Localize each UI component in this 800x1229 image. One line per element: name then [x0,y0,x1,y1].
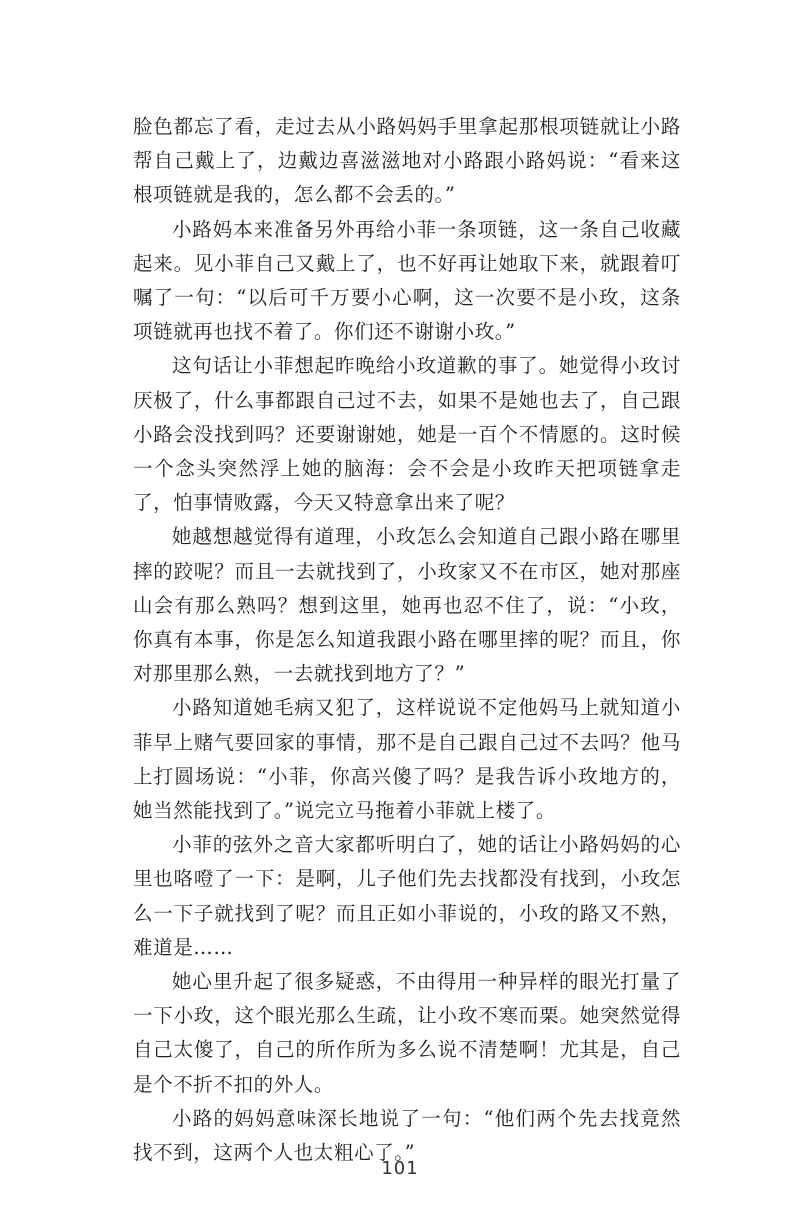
paragraph-1: 脸色都忘了看，走过去从小路妈妈手里拿起那根项链就让小路帮自己戴上了，边戴边喜滋滋地对小路跟小路妈说：“看来这根项链就是我的，怎么都不会丢的。” [133,115,681,207]
paragraph-2: 小路妈本来准备另外再给小菲一条项链，这一条自己收藏起来。见小菲自己又戴上了，也不好再让她取下来，就跟着叮嘱了一句：“以后可千万要小心啊，这一次要不是小玫，这条项链就再也找不着了。你们还不谢谢小玫。” [133,217,681,344]
body-text [133,110,681,1170]
paragraph-5: 小路知道她毛病又犯了，这样说说不定他妈马上就知道小菲早上赌气要回家的事情，那不是自己跟自己过不去吗？他马上打圆场说：“小菲，你高兴傻了吗？是我告诉小玫地方的，她当然能找到了。”说完立马拖着小菲就上楼了。 [133,696,681,823]
page-number: 101 [381,1158,419,1179]
paragraph-8: 小路的妈妈意味深长地说了一句：“他们两个先去找竟然找不到，这两个人也太粗心了。” [133,1106,681,1165]
paragraph-4: 她越想越觉得有道理，小玫怎么会知道自己跟小路在哪里摔的跤呢？而且一去就找到了，小玫家又不在市区，她对那座山会有那么熟吗？想到这里，她再也忍不住了，说：“小玫，你真有本事，你是怎么知道我跟小路在哪里摔的呢？而且，你对那里那么熟，一去就找到地方了？” [133,525,681,686]
paragraph-7: 她心里升起了很多疑惑，不由得用一种异样的眼光打量了一下小玫，这个眼光那么生疏，让小玫不寒而栗。她突然觉得自己太傻了，自己的所作所为多么说不清楚啊！尤其是，自己是个不折不扣的外人。 [133,970,681,1096]
paragraph-6: 小菲的弦外之音大家都听明白了，她的话让小路妈妈的心里也咯噔了一下：是啊，儿子他们先去找都没有找到，小玫怎么一下子就找到了呢？而且正如小菲说的，小玫的路又不熟，难道是…… [133,833,681,959]
paragraph-3: 这句话让小菲想起昨晚给小玫道歉的事了。她觉得小玫讨厌极了，什么事都跟自己过不去，如果不是她也去了，自己跟小路会没找到吗？还要谢谢她，她是一百个不情愿的。这时候一个念头突然浮上她的脑海：会不会是小玫昨天把项链拿走了，怕事情败露，今天又特意拿出来了呢？ [133,354,681,515]
